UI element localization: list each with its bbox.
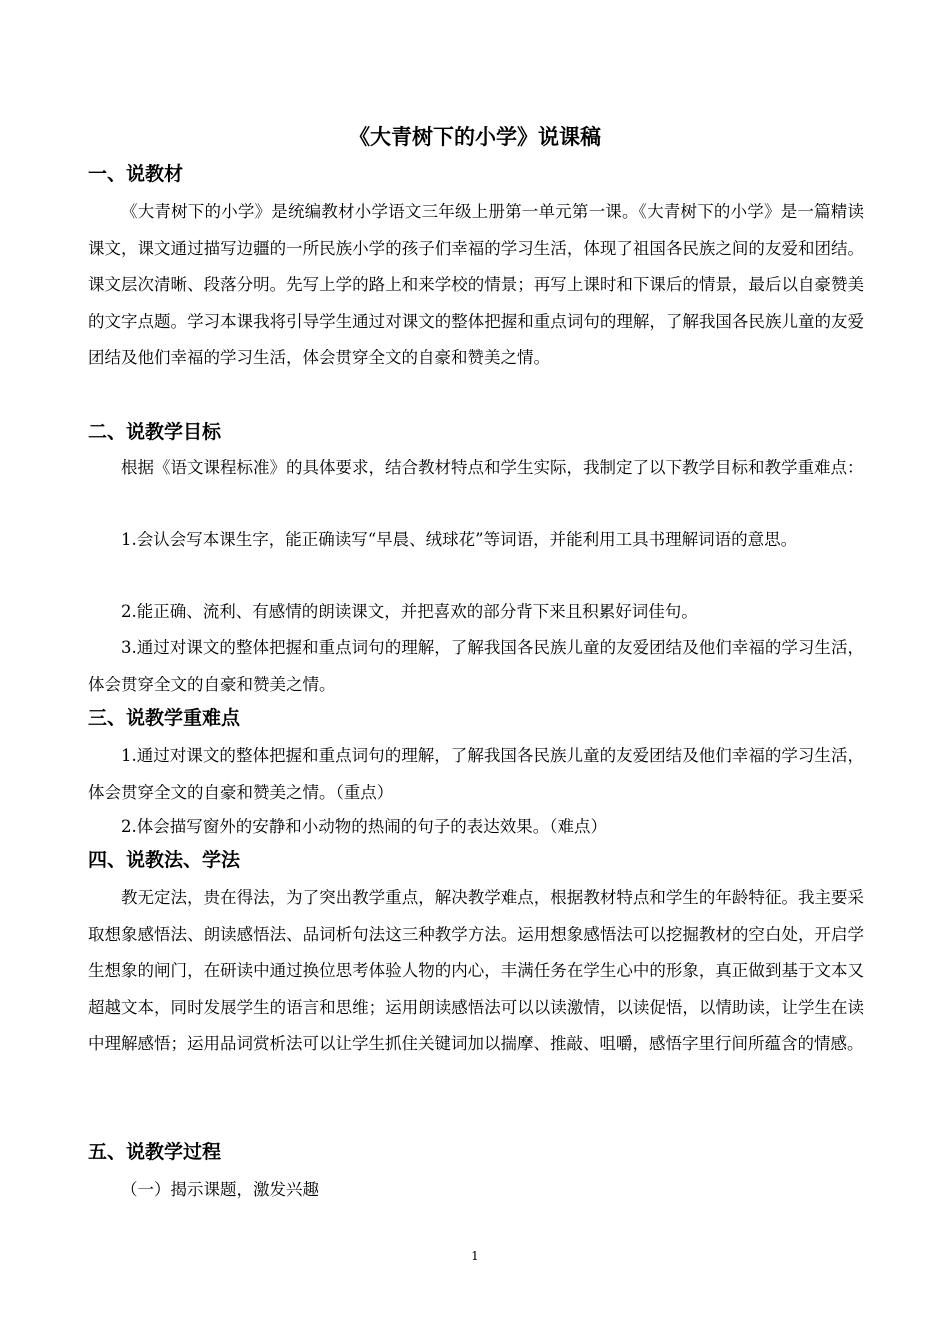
document-title: 《大青树下的小学》说课稿 bbox=[349, 125, 601, 149]
section-heading-key-points: 三、说教学重难点 bbox=[88, 707, 241, 729]
paragraph-key-point-2: 2.体会描写窗外的安静和小动物的热闹的句子的表达效果。（难点） bbox=[121, 817, 607, 836]
paragraph-process-step-1: （一）揭示课题，激发兴趣 bbox=[121, 1180, 319, 1199]
paragraph-textbook: 《大青树下的小学》是统编教材小学语文三年级上册第一单元第一课。《大青树下的小学》是一篇精读课文，课文通过描写边疆的一所民族小学的孩子们幸福的学习生活，体现了祖国各民族之间的友爱和团结。课文层次清晰、段落分明。先写上学的路上和来学校的情景；再写上课时和下课后的情景，最后以自豪赞美的文字点题。学习本课我将引导学生通过对课文的整体把握和重点词句的理解，了解我国各民族儿童的友爱团结及他们幸福的学习生活，体会贯穿全文的自豪和赞美之情。 bbox=[88, 202, 864, 367]
section-heading-methods: 四、说教法、学法 bbox=[88, 849, 241, 871]
section-heading-objectives: 二、说教学目标 bbox=[88, 421, 222, 443]
paragraph-key-point-1: 1.通过对课文的整体把握和重点词句的理解，了解我国各民族儿童的友爱团结及他们幸福的学习生活，体会贯穿全文的自豪和赞美之情。（重点） bbox=[88, 746, 864, 802]
page-number: 1 bbox=[471, 1249, 479, 1263]
section-heading-textbook: 一、说教材 bbox=[88, 163, 184, 185]
section-heading-process: 五、说教学过程 bbox=[88, 1141, 222, 1163]
paragraph-objective-3: 3.通过对课文的整体把握和重点词句的理解，了解我国各民族儿童的友爱团结及他们幸福的学习生活，体会贯穿全文的自豪和赞美之情。 bbox=[88, 638, 864, 694]
paragraph-objective-2: 2.能正确、流利、有感情的朗读课文，并把喜欢的部分背下来且积累好词佳句。 bbox=[121, 602, 698, 621]
paragraph-objective-1: 1.会认会写本课生字，能正确读写“早晨、绒球花”等词语，并能利用工具书理解词语的意思。 bbox=[121, 530, 798, 549]
paragraph-objectives-intro: 根据《语文课程标准》的具体要求，结合教材特点和学生实际，我制定了以下教学目标和教学重难点： bbox=[121, 458, 864, 477]
paragraph-methods: 教无定法，贵在得法，为了突出教学重点，解决教学难点，根据教材特点和学生的年龄特征。我主要采取想象感悟法、朗读感悟法、品词析句法这三种教学方法。运用想象感悟法可以挖掘教材的空白处，开启学生想象的闸门，在研读中通过换位思考体验人物的内心，丰满任务在学生心中的形象，真正做到基于文本又超越文本，同时发展学生的语言和思维；运用朗读感悟法可以以读激情，以读促悟，以情助读，让学生在读中理解感悟；运用品词赏析法可以让学生抓住关键词加以揣摩、推敲、咀嚼，感悟字里行间所蕴含的情感。 bbox=[88, 888, 864, 1053]
